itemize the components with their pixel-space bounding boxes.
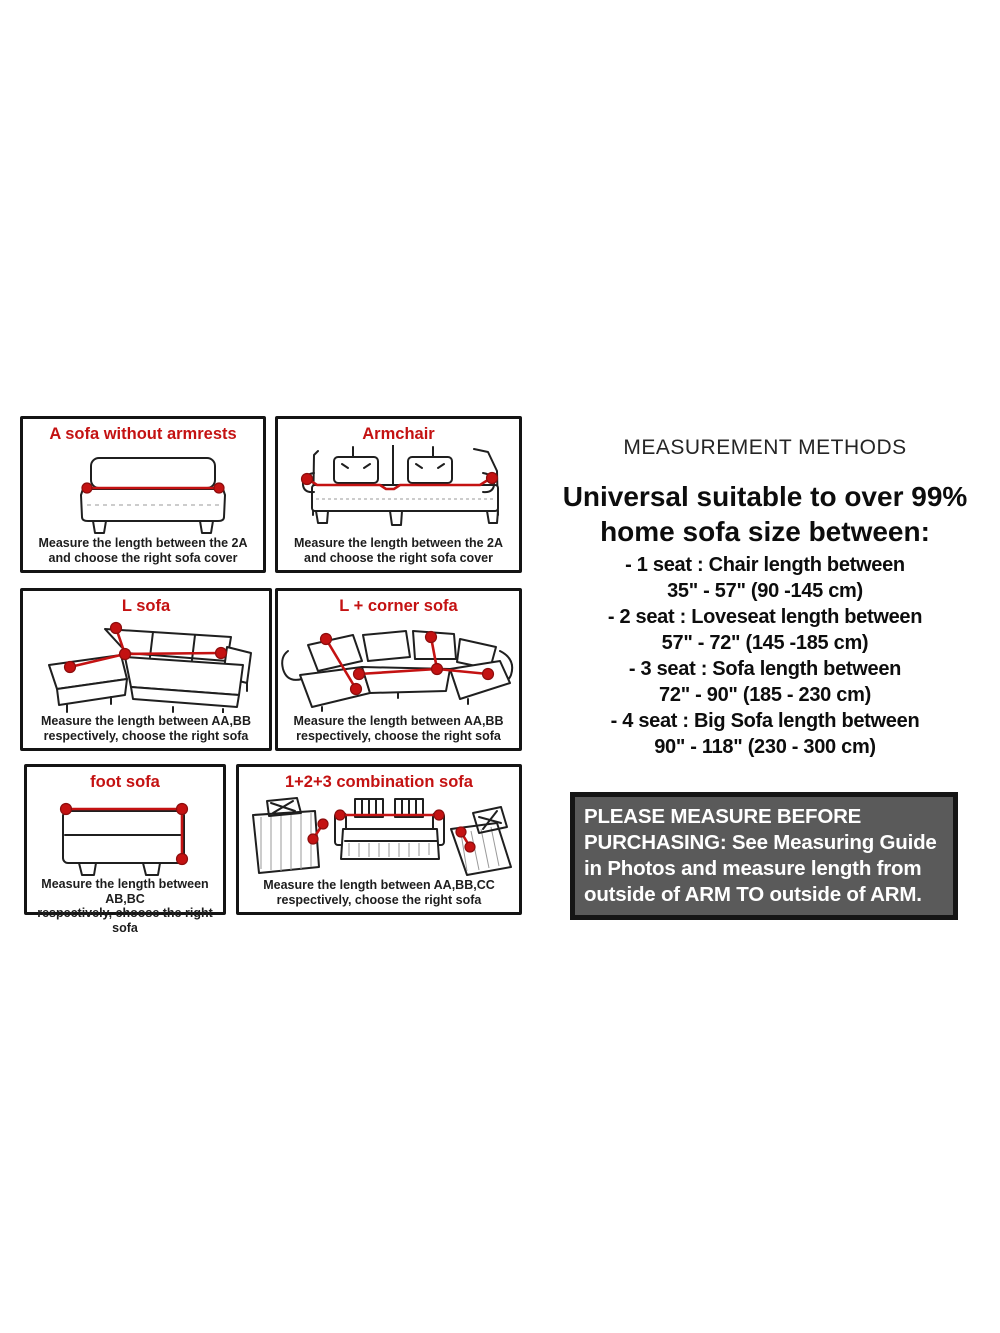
panel-caption: Measure the length between AB,BC respectively, choose the right sofa: [37, 877, 213, 935]
measurement-methods-heading: MEASUREMENT METHODS: [623, 436, 907, 459]
panel-title: A sofa without armrests: [49, 425, 237, 443]
panel-title: foot sofa: [90, 773, 160, 791]
panel-caption: Measure the length between the 2A and choose the right sofa cover: [293, 536, 504, 565]
panel-combination-sofa: [236, 764, 522, 915]
seat-item-label: - 3 seat : Sofa length between: [628, 658, 902, 680]
panel-caption: Measure the length between AA,BB respectively, choose the right sofa: [293, 714, 504, 743]
panel-sofa-without-armrests: [20, 416, 266, 573]
subheading-line-2: home sofa size between:: [600, 516, 930, 547]
l-corner-sofa-diagram: [278, 617, 519, 713]
notice-line: PLEASE MEASURE BEFORE: [584, 805, 862, 828]
bench-sofa-diagram: [23, 445, 263, 535]
panel-caption: Measure the length between the 2A and choose the right sofa cover: [38, 536, 248, 565]
panel-l-sofa: [20, 588, 272, 751]
seat-item-range: 35" - 57" (90 -145 cm): [667, 580, 863, 602]
notice-line: PURCHASING: See Measuring Guide: [584, 831, 937, 854]
seat-item-label: - 1 seat : Chair length between: [625, 554, 905, 576]
armchair-sofa-diagram: [278, 445, 519, 535]
panel-title: L sofa: [121, 597, 171, 615]
seat-item-label: - 4 seat : Big Sofa length between: [610, 710, 920, 732]
panel-title: 1+2+3 combination sofa: [285, 773, 473, 791]
foot-sofa-diagram: [27, 793, 223, 877]
notice-line: in Photos and measure length from: [584, 857, 922, 880]
l-sofa-diagram: [23, 617, 269, 713]
seat-item-range: 57" - 72" (145 -185 cm): [661, 632, 869, 654]
panel-caption: Measure the length between AA,BB,CC respectively, choose the right sofa: [263, 878, 495, 907]
subheading-line-1: Universal suitable to over 99%: [562, 481, 968, 512]
panel-title: L + corner sofa: [339, 597, 458, 615]
universal-fit-subheading: [538, 479, 992, 549]
combination-sofa-diagram: [239, 793, 519, 877]
panel-caption: Measure the length between AA,BB respectively, choose the right sofa: [41, 714, 251, 743]
notice-line: outside of ARM TO outside of ARM.: [584, 883, 922, 906]
panel-armchair: [275, 416, 522, 573]
measure-before-purchasing-notice: [570, 792, 958, 920]
panel-foot-sofa: [24, 764, 226, 935]
seat-item-range: 90" - 118" (230 - 300 cm): [654, 736, 876, 758]
panel-title: Armchair: [362, 425, 435, 443]
seat-size-list: [545, 552, 985, 760]
seat-item-label: - 2 seat : Loveseat length between: [607, 606, 923, 628]
seat-item-range: 72" - 90" (185 - 230 cm): [659, 684, 871, 706]
panel-l-corner-sofa: [275, 588, 522, 751]
